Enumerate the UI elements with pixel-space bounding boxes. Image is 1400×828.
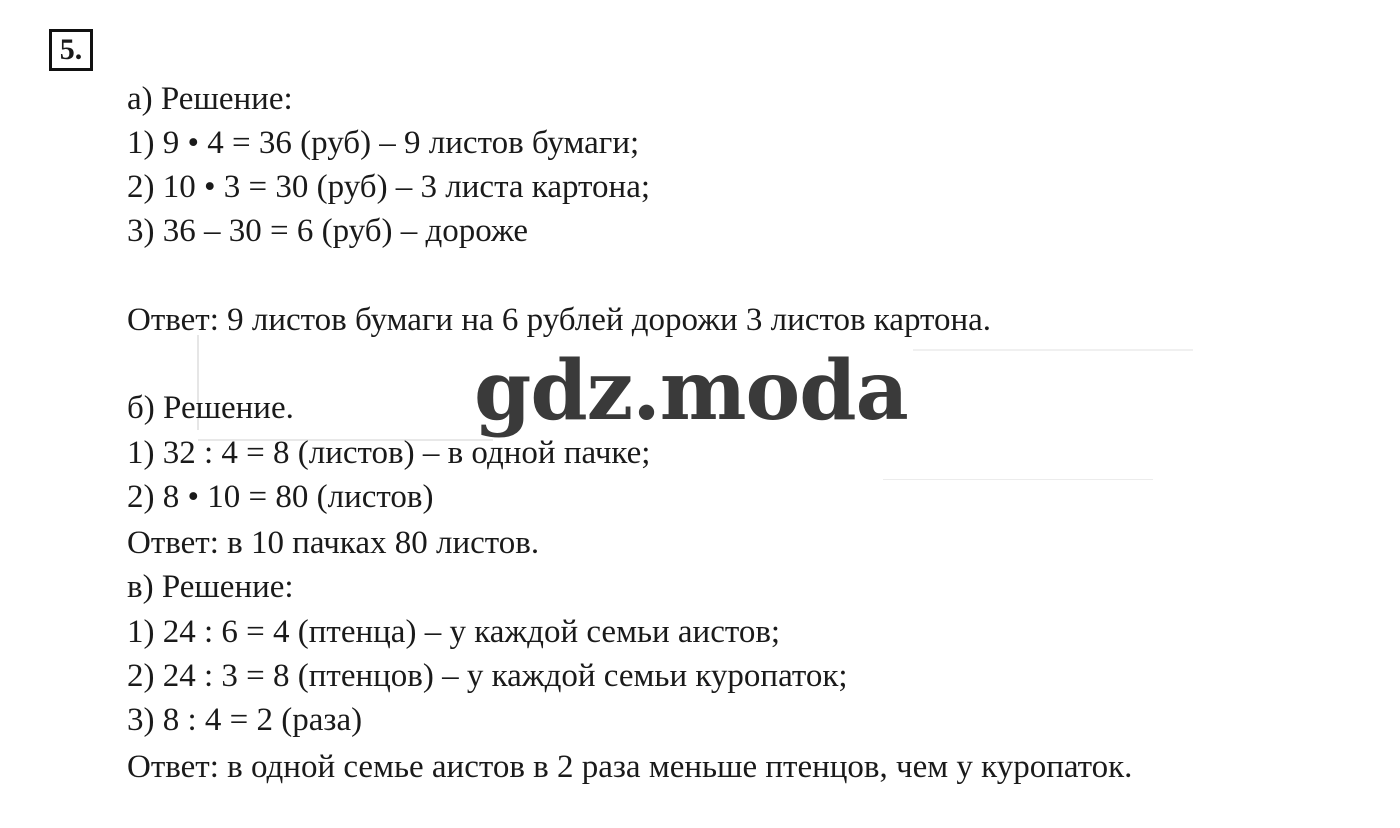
part-b-step-2: 2) 8 • 10 = 80 (листов) [127,479,434,515]
task-number: 5. [59,33,83,66]
part-c-step-1: 1) 24 : 6 = 4 (птенца) – у каждой семьи аистов; [127,614,781,650]
part-c-answer: Ответ: в одной семье аистов в 2 раза меньше птенцов, чем у куропаток. [127,749,1133,785]
task-number-box [49,29,93,71]
part-b-step-1: 1) 32 : 4 = 8 (листов) – в одной пачке; [127,435,651,471]
part-a-answer: Ответ: 9 листов бумаги на 6 рублей дорожи 3 листов картона. [127,302,992,338]
part-b-heading: б) Решение. [127,390,294,426]
part-c-step-2: 2) 24 : 3 = 8 (птенцов) – у каждой семьи куропаток; [127,658,848,694]
part-a-step-2: 2) 10 • 3 = 30 (руб) – 3 листа картона; [127,169,651,205]
part-c-step-3: 3) 8 : 4 = 2 (раза) [127,702,363,738]
part-a-step-3: 3) 36 – 30 = 6 (руб) – дороже [127,213,528,249]
part-a-step-1: 1) 9 • 4 = 36 (руб) – 9 листов бумаги; [127,125,640,161]
part-b-answer: Ответ: в 10 пачках 80 листов. [127,525,540,561]
watermark-logo: gdz.moda [474,343,908,439]
part-c-heading: в) Решение: [127,569,294,605]
part-a-heading: а) Решение: [127,81,293,117]
